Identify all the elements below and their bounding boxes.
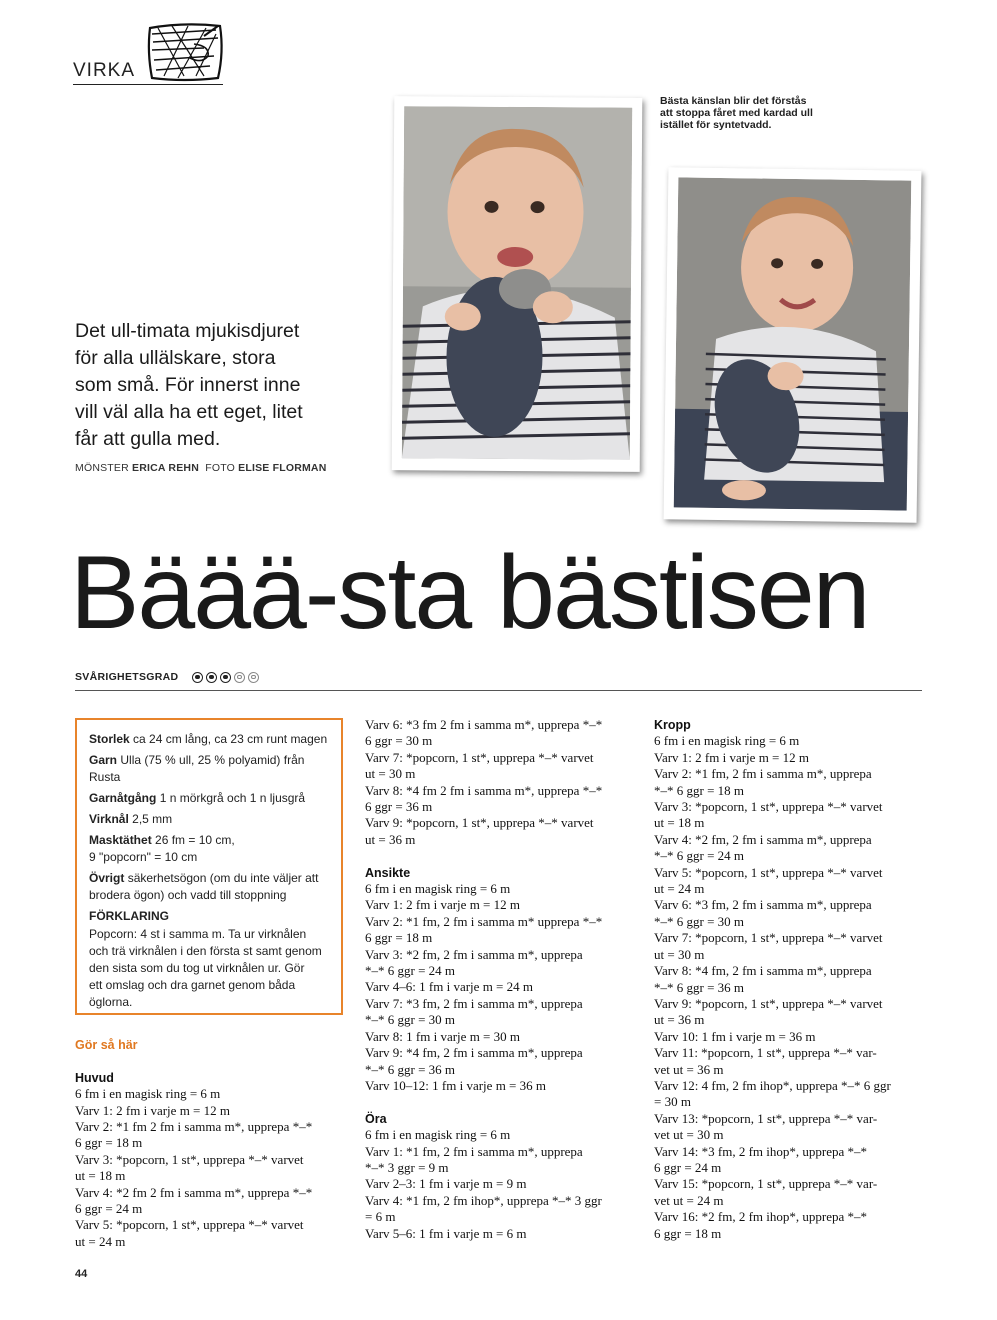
instruction-line: 6 fm i en magisk ring = 6 m — [654, 733, 800, 749]
instruction-line: 6 ggr = 24 m — [75, 1201, 143, 1217]
instruction-line: Varv 9: *popcorn, 1 st*, upprepa *–* varvet — [365, 815, 594, 831]
instruction-line: Varv 8: *4 fm, 2 fm i samma m*, upprepa — [654, 963, 872, 979]
instruction-line: Varv 4: *2 fm 2 fm i samma m*, upprepa *–* — [75, 1184, 313, 1200]
baby-photo-2 — [674, 177, 912, 510]
instruction-line: *–* 3 ggr = 9 m — [365, 1159, 449, 1175]
instruction-line: *–* 6 ggr = 36 m — [654, 979, 745, 995]
ear-section-heading: Öra — [365, 1111, 387, 1126]
difficulty-rating: SVÅRIGHETSGRAD — [75, 671, 259, 683]
instruction-line: Varv 3: *popcorn, 1 st*, upprepa *–* varvet — [654, 799, 883, 815]
instruction-line: 6 ggr = 18 m — [654, 1225, 722, 1241]
ear-instructions — [365, 1127, 635, 1242]
instruction-line: Varv 5: *popcorn, 1 st*, upprepa *–* varvet — [654, 864, 883, 880]
instruction-line: Varv 2: *1 fm 2 fm i samma m*, upprepa *–* — [75, 1119, 313, 1135]
instruction-line: Varv 12: 4 fm, 2 fm ihop*, upprepa *–* 6 ggr — [654, 1077, 891, 1093]
instructions-column-2 — [365, 717, 635, 1242]
head-section-heading: Huvud — [75, 1070, 114, 1085]
instruction-line: vet ut = 30 m — [654, 1127, 724, 1143]
instruction-line: *–* 6 ggr = 36 m — [365, 1061, 456, 1077]
instruction-line: Varv 13: *popcorn, 1 st*, upprepa *–* var- — [654, 1110, 878, 1126]
difficulty-dots — [192, 672, 259, 683]
difficulty-dot-filled — [220, 672, 231, 683]
section-label: VIRKA — [73, 60, 136, 81]
instruction-line: Varv 4–6: 1 fm i varje m = 24 m — [365, 979, 533, 995]
difficulty-dot-empty — [248, 672, 259, 683]
instruction-line: Varv 9: *4 fm, 2 fm i samma m*, upprepa — [365, 1045, 583, 1061]
instruction-line: Varv 1: 2 fm i varje m = 12 m — [365, 897, 520, 913]
head-instructions-continued — [365, 717, 635, 848]
instruction-line: Varv 4: *1 fm, 2 fm ihop*, upprepa *–* 3 ggr — [365, 1192, 602, 1208]
instruction-line: ut = 24 m — [654, 881, 705, 897]
instruction-line: Varv 4: *2 fm, 2 fm i samma m*, upprepa — [654, 831, 872, 847]
instruction-line: Varv 16: *2 fm, 2 fm ihop*, upprepa *–* — [654, 1209, 868, 1225]
instruction-line: *–* 6 ggr = 18 m — [654, 782, 745, 798]
intro-text: Det ull-timata mjukisdjuret för alla ullälskare, stora som små. För innerst inne vill väl alla ha ett eget, litet får att gulla med. — [75, 320, 303, 450]
instruction-line: vet ut = 36 m — [654, 1061, 724, 1077]
instruction-line: 6 ggr = 24 m — [654, 1159, 722, 1175]
instruction-line: ut = 30 m — [365, 766, 416, 782]
instruction-line: Varv 6: *3 fm, 2 fm i samma m*, upprepa — [654, 897, 872, 913]
instruction-line: *–* 6 ggr = 30 m — [365, 1012, 456, 1028]
head-instructions — [75, 1086, 347, 1250]
instruction-line: Varv 2: *1 fm, 2 fm i samma m*, upprepa — [654, 766, 872, 782]
instruction-line: Varv 7: *3 fm, 2 fm i samma m*, upprepa — [365, 995, 583, 1011]
instruction-line: Varv 15: *popcorn, 1 st*, upprepa *–* var- — [654, 1176, 878, 1192]
instruction-line: 6 ggr = 18 m — [75, 1135, 143, 1151]
instruction-line: = 6 m — [365, 1209, 396, 1225]
materials-box — [75, 718, 343, 1015]
instructions-column-3 — [654, 717, 924, 1242]
instruction-line: = 30 m — [654, 1094, 691, 1110]
size-row: Storlek ca 24 cm lång, ca 23 cm runt magen — [89, 732, 328, 746]
instruction-line: Varv 5: *popcorn, 1 st*, upprepa *–* varvet — [75, 1217, 304, 1233]
instruction-line: vet ut = 24 m — [654, 1192, 724, 1208]
how-to-heading: Gör så här — [75, 1038, 138, 1052]
other-row: Övrigt säkerhetsögon (om du inte väljer att brodera ögon) och vadd till stoppning — [89, 871, 319, 902]
instruction-line: 6 fm i en magisk ring = 6 m — [75, 1086, 221, 1102]
instruction-line: Varv 3: *2 fm, 2 fm i samma m*, upprepa — [365, 946, 583, 962]
instruction-line: Varv 1: 2 fm i varje m = 12 m — [75, 1102, 230, 1118]
instruction-line: ut = 30 m — [654, 946, 705, 962]
instruction-line: Varv 3: *popcorn, 1 st*, upprepa *–* varvet — [75, 1151, 304, 1167]
instruction-line: *–* 6 ggr = 24 m — [654, 848, 745, 864]
difficulty-dot-empty — [234, 672, 245, 683]
gauge-row: Masktäthet 26 fm = 10 cm, 9 "popcorn" = 10 cm — [89, 833, 235, 864]
face-instructions — [365, 881, 635, 1094]
instruction-line: ut = 18 m — [75, 1168, 126, 1184]
instruction-line: ut = 18 m — [654, 815, 705, 831]
page-title: Bäää-sta bästisen — [70, 535, 869, 651]
instruction-line: *–* 6 ggr = 30 m — [654, 913, 745, 929]
difficulty-dot-filled — [192, 672, 203, 683]
instruction-line: 6 fm i en magisk ring = 6 m — [365, 881, 511, 897]
yarn-amount-row: Garnåtgång 1 n mörkgrå och 1 n ljusgrå — [89, 791, 306, 805]
credits: MÖNSTER ERICA REHN FOTO ELISE FLORMAN — [75, 462, 327, 474]
page-number: 44 — [75, 1268, 88, 1280]
section-rule — [75, 690, 922, 691]
instruction-line: Varv 2: *1 fm, 2 fm i samma m* upprepa *–* — [365, 913, 603, 929]
instructions-column-1 — [75, 1037, 347, 1250]
baby-photo-1 — [402, 106, 632, 460]
instruction-line: ut = 36 m — [654, 1012, 705, 1028]
instruction-line: Varv 1: 2 fm i varje m = 12 m — [654, 749, 809, 765]
instruction-line: Varv 1: *1 fm, 2 fm i samma m*, upprepa — [365, 1143, 583, 1159]
instruction-line: ut = 24 m — [75, 1233, 126, 1249]
section-divider — [73, 84, 223, 85]
explanation-heading: FÖRKLARING — [89, 909, 169, 923]
instruction-line: Varv 9: *popcorn, 1 st*, upprepa *–* varvet — [654, 995, 883, 1011]
instruction-line: Varv 5–6: 1 fm i varje m = 6 m — [365, 1225, 527, 1241]
instruction-line: ut = 36 m — [365, 831, 416, 847]
instruction-line: Varv 7: *popcorn, 1 st*, upprepa *–* varvet — [365, 749, 594, 765]
instruction-line: Varv 10: 1 fm i varje m = 36 m — [654, 1028, 816, 1044]
instruction-line: 6 ggr = 30 m — [365, 733, 433, 749]
body-instructions — [654, 733, 924, 1242]
instruction-line: 6 ggr = 18 m — [365, 930, 433, 946]
photo-baby-biting-sheep — [392, 96, 643, 472]
photo-caption: Bästa känslan blir det förstås att stoppa fåret med kardad ull istället för syntetvadd. — [660, 95, 813, 131]
instruction-line: Varv 8: 1 fm i varje m = 30 m — [365, 1028, 520, 1044]
photo-baby-holding-sheep — [664, 167, 922, 522]
explanation-text: Popcorn: 4 st i samma m. Ta ur virknålen och trä virknålen i den första st samt genom den sista som du tog ut virknålen ur. Gör ett omslag och dra garnet genom båda öglorna. — [89, 927, 322, 1009]
face-section-heading: Ansikte — [365, 865, 411, 880]
body-section-heading: Kropp — [654, 718, 691, 732]
instruction-line: *–* 6 ggr = 24 m — [365, 963, 456, 979]
instruction-line: 6 fm i en magisk ring = 6 m — [365, 1127, 511, 1143]
instruction-line: Varv 7: *popcorn, 1 st*, upprepa *–* varvet — [654, 930, 883, 946]
instruction-line: Varv 8: *4 fm 2 fm i samma m*, upprepa *–* — [365, 782, 603, 798]
yarn-ball-icon — [144, 20, 226, 84]
hook-row: Virknål 2,5 mm — [89, 812, 173, 826]
instruction-line: Varv 2–3: 1 fm i varje m = 9 m — [365, 1176, 527, 1192]
instruction-line: Varv 10–12: 1 fm i varje m = 36 m — [365, 1077, 546, 1093]
instruction-line: Varv 11: *popcorn, 1 st*, upprepa *–* var- — [654, 1045, 877, 1061]
instruction-line: Varv 14: *3 fm, 2 fm ihop*, upprepa *–* — [654, 1143, 868, 1159]
difficulty-dot-filled — [206, 672, 217, 683]
yarn-row: Garn Ulla (75 % ull, 25 % polyamid) från Rusta — [89, 753, 305, 784]
instruction-line: 6 ggr = 36 m — [365, 799, 433, 815]
instruction-line: Varv 6: *3 fm 2 fm i samma m*, upprepa *–* — [365, 717, 603, 732]
